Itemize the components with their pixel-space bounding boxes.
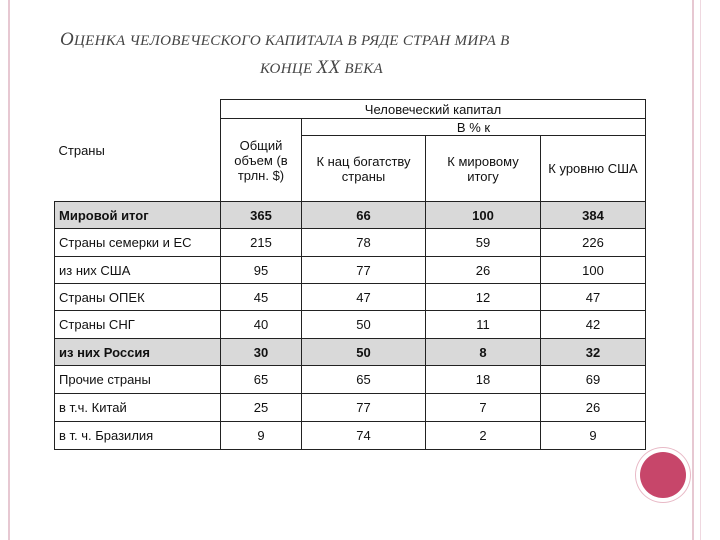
row-national: 50 (302, 311, 426, 339)
row-world: 11 (426, 311, 541, 339)
row-total: 30 (221, 339, 302, 366)
row-national: 74 (302, 422, 426, 450)
row-usa: 100 (541, 257, 646, 284)
row-world: 59 (426, 229, 541, 257)
table-row (55, 284, 646, 311)
row-country: Прочие страны (55, 366, 221, 394)
title-line-2-b: XX (316, 57, 341, 78)
row-usa: 9 (541, 422, 646, 450)
header-total: Общий объем (в трлн. $) (221, 119, 302, 202)
row-total: 365 (221, 202, 302, 229)
row-country: Страны ОПЕК (55, 284, 221, 311)
row-usa: 26 (541, 394, 646, 422)
row-national: 66 (302, 202, 426, 229)
row-usa: 384 (541, 202, 646, 229)
human-capital-table (54, 99, 646, 450)
title-initial: О (60, 29, 75, 50)
slide-frame-right-inner (700, 0, 701, 540)
row-world: 12 (426, 284, 541, 311)
row-country: в т. ч. Бразилия (55, 422, 221, 450)
row-world: 7 (426, 394, 541, 422)
table-row (55, 229, 646, 257)
header-human-capital: Человеческий капитал (221, 100, 646, 119)
header-usa-level: К уровню США (541, 136, 646, 202)
row-national: 77 (302, 394, 426, 422)
row-total: 215 (221, 229, 302, 257)
row-usa: 32 (541, 339, 646, 366)
table-row (55, 202, 646, 229)
header-countries: Страны (55, 100, 221, 202)
row-usa: 42 (541, 311, 646, 339)
table-row (55, 257, 646, 284)
header-percent-of: В % к (302, 119, 646, 136)
row-total: 95 (221, 257, 302, 284)
row-national: 77 (302, 257, 426, 284)
row-country: Мировой итог (55, 202, 221, 229)
row-national: 65 (302, 366, 426, 394)
row-country: Страны СНГ (55, 311, 221, 339)
table-row (55, 311, 646, 339)
row-country: из них Россия (55, 339, 221, 366)
slide-frame-right (692, 0, 694, 540)
row-national: 47 (302, 284, 426, 311)
row-country: из них США (55, 257, 221, 284)
header-world-total: К мировому итогу (426, 136, 541, 202)
row-total: 9 (221, 422, 302, 450)
title-line-2-a: КОНЦЕ (260, 61, 317, 77)
row-total: 65 (221, 366, 302, 394)
row-total: 40 (221, 311, 302, 339)
title-line-1: ЦЕНКА ЧЕЛОВЕЧЕСКОГО КАПИТАЛА В РЯДЕ СТРАН МИРА В (74, 33, 510, 49)
slide-frame-left (8, 0, 10, 540)
table-row (55, 422, 646, 450)
table-row (55, 366, 646, 394)
row-usa: 69 (541, 366, 646, 394)
row-world: 8 (426, 339, 541, 366)
row-world: 26 (426, 257, 541, 284)
row-world: 100 (426, 202, 541, 229)
row-usa: 226 (541, 229, 646, 257)
row-national: 78 (302, 229, 426, 257)
row-total: 45 (221, 284, 302, 311)
row-world: 18 (426, 366, 541, 394)
row-total: 25 (221, 394, 302, 422)
row-country: в т.ч. Китай (55, 394, 221, 422)
row-usa: 47 (541, 284, 646, 311)
title-line-2-c: ВЕКА (340, 61, 383, 77)
row-country: Страны семерки и ЕС (55, 229, 221, 257)
table-row (55, 394, 646, 422)
row-national: 50 (302, 339, 426, 366)
header-national-wealth: К нац богатству страны (302, 136, 426, 202)
table-row (55, 339, 646, 366)
row-world: 2 (426, 422, 541, 450)
decorative-circle (640, 452, 686, 498)
